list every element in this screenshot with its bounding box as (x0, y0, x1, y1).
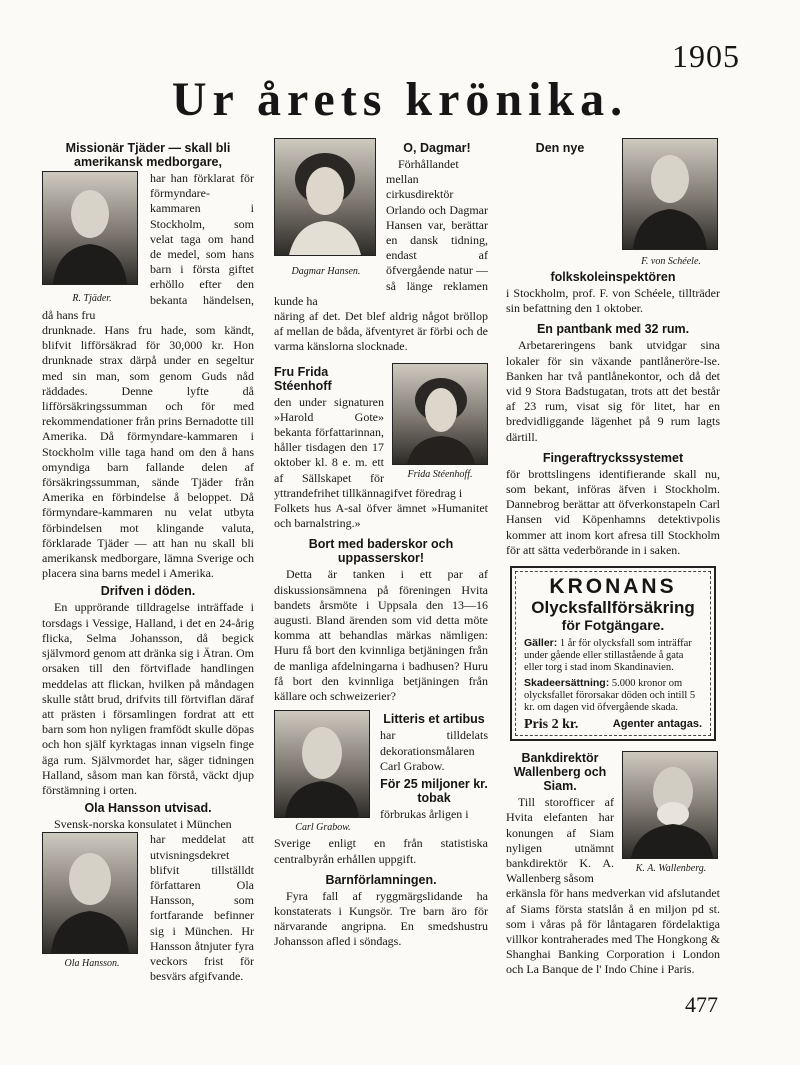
text-steenhoff-2: Folkets hus A-sal öfver ämnet »Humanitet och barnalstring.» (274, 501, 488, 531)
text-dagmar-1: Förhållandet mellan cirkusdirektör Orlando och Dagmar Hansen var, berättar en dansk tidning, endast af öfvergående natur — så länge reklamen kunde ha (274, 157, 488, 308)
text-tjader-2: drunknade. Hans fru hade, som kändt, blifvit lifförsäkrad för 30,000 kr. Hon drunknade strax därpå under en segeltur med sin man, som genom Guds nåd räddades. Denne lyfte då lifförsäkringssumman och för med rekommendationer från prins Bernadotte till Amerika. Då förmyndare-kammaren i Stockholm ville taga hand om den å hans omyndiga barn fallande delen af försäkringssumman, sände Tjäder från Amerika en förbindelse å beloppet. Då förmyndare-kammaren nu velat utbyta förbindelsen mot klingande valuta, förklarade Tjäder — att han nu skall bli amerikansk medborgare, lämna Sverige och placera sina barns medel i Amerika. (42, 323, 254, 581)
caption-steenhoff: Frida Stéenhoff. (407, 468, 473, 480)
text-tjader-1: har han förklarat för förmyndare-kammaren i Stockholm, som velat taga om hand de medel, som hans barn i första giftet erhöllo efter den bekanta händelsen, då hans fru (42, 171, 254, 322)
article-title-tobak: För 25 miljoner kr. tobak (380, 776, 488, 805)
advert-ersattning-text: 5.000 kronor om olycksfallet förorsakar döden och intill 5 kr. om dagen vid öfvergående skada. (524, 678, 696, 714)
portrait-grabow (274, 710, 370, 818)
text-drifven: En upprörande tilldragelse inträffade i torsdags i Vessige, Halland, i det en 24-årig flicka, Selma Johansson, då begick självmord genom att dränka sig i Ätran. Om orsaken till den förtviflade handlingen meddelas att flickan, hvilken på måndagen skulle stått brud, drifvits till förtviflan däraf att prästen i församlingen fordrat att ett barn som hon nyligen framfödt skulle döpas och hon själf kyrktagas innan vigseln finge äga rum. Självmordet har, säger tidningen Halland, såsom man kan förstå, väckt djup förstämning i orten. (42, 600, 254, 797)
figure-scheele (622, 138, 720, 268)
advert-agents: Agenter antagas. (612, 718, 702, 731)
portrait-wallenberg (622, 751, 718, 859)
text-hansson-2: har meddelat att utvisningsdekret blifvit tillställdt författaren Ola Hansson, som fortfarande befinner sig i München. Hr Hansson åtnjuter fyra veckors frist för besvärs afgifvande. (150, 832, 254, 984)
caption-tjader: R. Tjäder. (72, 293, 112, 304)
figure-grabow (274, 710, 372, 834)
figure-dagmar (274, 138, 378, 278)
caption-wallenberg: K. A. Wallenberg. (635, 863, 707, 875)
text-folkskole: i Stockholm, prof. F. von Schéele, tillträder sin befattning den 1 oktober. (506, 286, 720, 316)
text-barnforlamning: Fyra fall af ryggmärgslidande ha konstaterats i Kungsör. Tre barn äro för närvarande angripna. En smedshustru Johansson afled i söndags. (274, 888, 488, 949)
article-title-dagmar: O, Dagmar! (403, 141, 471, 155)
figure-hansson (42, 832, 142, 970)
text-steenhoff-1: den under signaturen »Harold Gote» bekanta författarinnan, håller tisdagen den 17 oktober kl. 8 e. m. ett af Sällskapet för yttrandefrihet tillkännagifvet föredrag i (274, 394, 463, 500)
advert-galler-label: Gäller: (524, 637, 558, 650)
article-title-tjader: Missionär Tjäder — skall bli amerikansk medborgare, (65, 141, 231, 169)
article-title-barnforlamning: Barnförlamningen. (325, 872, 437, 887)
text-dagmar-2: näring af det. Det blef aldrig något bröllop af mellan de båda, äfventyret är förbi och de varma känslorna slocknade. (274, 309, 488, 354)
column-2 (274, 138, 488, 950)
text-litteris: har tilldelats dekorationsmålaren Carl Grabow. (380, 728, 488, 773)
portrait-hansson (42, 832, 138, 954)
year: 1905 (672, 38, 740, 74)
figure-tjader (42, 171, 142, 305)
kronans-advert (510, 566, 716, 741)
caption-hansson: Ola Hansson. (64, 958, 120, 970)
article-title-folkskole: Den nye folkskoleinspektören (535, 141, 676, 284)
advert-ersattning-label: Skadeersättning: (524, 677, 610, 690)
article-title-pantbank: En pantbank med 32 rum. (536, 322, 690, 337)
article-title-hansson: Ola Hansson utvisad. (84, 801, 212, 816)
caption-dagmar: Dagmar Hansen. (291, 266, 361, 277)
text-hansson-1: Svensk-norska konsulatet i München (54, 817, 232, 832)
article-title-drifven: Drifven i döden. (100, 584, 196, 599)
advert-brand: KRONANS (549, 575, 677, 599)
advert-line2: för Fotgängare. (561, 617, 665, 634)
portrait-tjader (42, 171, 138, 285)
advert-galler-text: 1 år för olycksfall som inträffar under gående eller stillastående å gata eller torg i stad inom Skandinavien. (524, 638, 692, 674)
advert-price: Pris 2 kr. (524, 717, 579, 733)
article-title-fingeravtryck: Fingeraftryckssystemet (542, 450, 684, 465)
text-wallenberg-2: erkänsla för hans medverkan vid afslutandet af Siams första statslån å en miljon pd st. som i våras på för låntagaren fördelaktiga villkor kontraherades med The Hongkong & Shanghai Banking Corporation i London och La Banque de l' Indo Chine i Paris. (506, 886, 720, 977)
text-fingeravtryck: för brottslingens identifierande skall nu, som bekant, införas äfven i Stockholm. Dannebrog berättar att öfverkonstapeln Carl Hansen vid Köpenhamns detektivpolis kommer att inom kort afresa till Stockholm för att sätta vederbörande in i saken. (506, 466, 720, 557)
text-baderskor: Detta är tanken i ett par af diskussionsämnena på föreningen Hvita bandets årsmöte i Uppsala den 13—16 augusti. Bland ärenden som vid detta möte komma att behandlas märkas nämligen: Huru få bort den kvinnliga betjäningen från de manliga afdelningarna i badhusen? Huru få bort den kvinnliga betjäningen från källare och schweizerier? (274, 567, 488, 704)
text-wallenberg-1: Till storofficer af Hvita elefanten har konungen af Siam nyligen utnämnt bankdirektör K. A. Wallenberg såsom (506, 795, 614, 886)
text-pantbank: Arbetareringens bank utvidgar sina lokaler för sin växande pantlåneröre-lse. Banken har två pantlånekontor, och då det vid 9 Stora Badstugatan, trots att det består af 23 rum, visat sig för litet, har en bredvidliggande lägenhet på 9 rum lagts därtill. (506, 338, 720, 444)
portrait-scheele (622, 138, 718, 250)
portrait-dagmar (274, 138, 376, 256)
text-tobak-2: Sverige enligt en från statistiska centralbyrån erhållen uppgift. (274, 836, 488, 866)
page-title: Ur årets krönika. (171, 73, 629, 126)
figure-steenhoff (392, 363, 488, 481)
caption-scheele: F. von Schéele. (641, 256, 701, 267)
article-title-litteris: Litteris et artibus (383, 712, 485, 727)
figure-wallenberg (622, 751, 720, 875)
portrait-steenhoff (392, 363, 488, 465)
advert-line1: Olycksfallförsäkring (531, 598, 695, 618)
column-1 (42, 138, 254, 984)
article-title-baderskor: Bort med baderskor och uppasserskor! (308, 537, 454, 566)
caption-grabow: Carl Grabow. (295, 822, 351, 834)
page-number: 477 (685, 992, 718, 1017)
article-title-wallenberg: Bankdirektör Wallenberg och Siam. (513, 751, 607, 794)
text-tobak-1: förbrukas årligen i (380, 806, 469, 821)
article-title-steenhoff: Fru Frida Stéenhoff (274, 364, 332, 393)
column-3 (506, 138, 720, 978)
